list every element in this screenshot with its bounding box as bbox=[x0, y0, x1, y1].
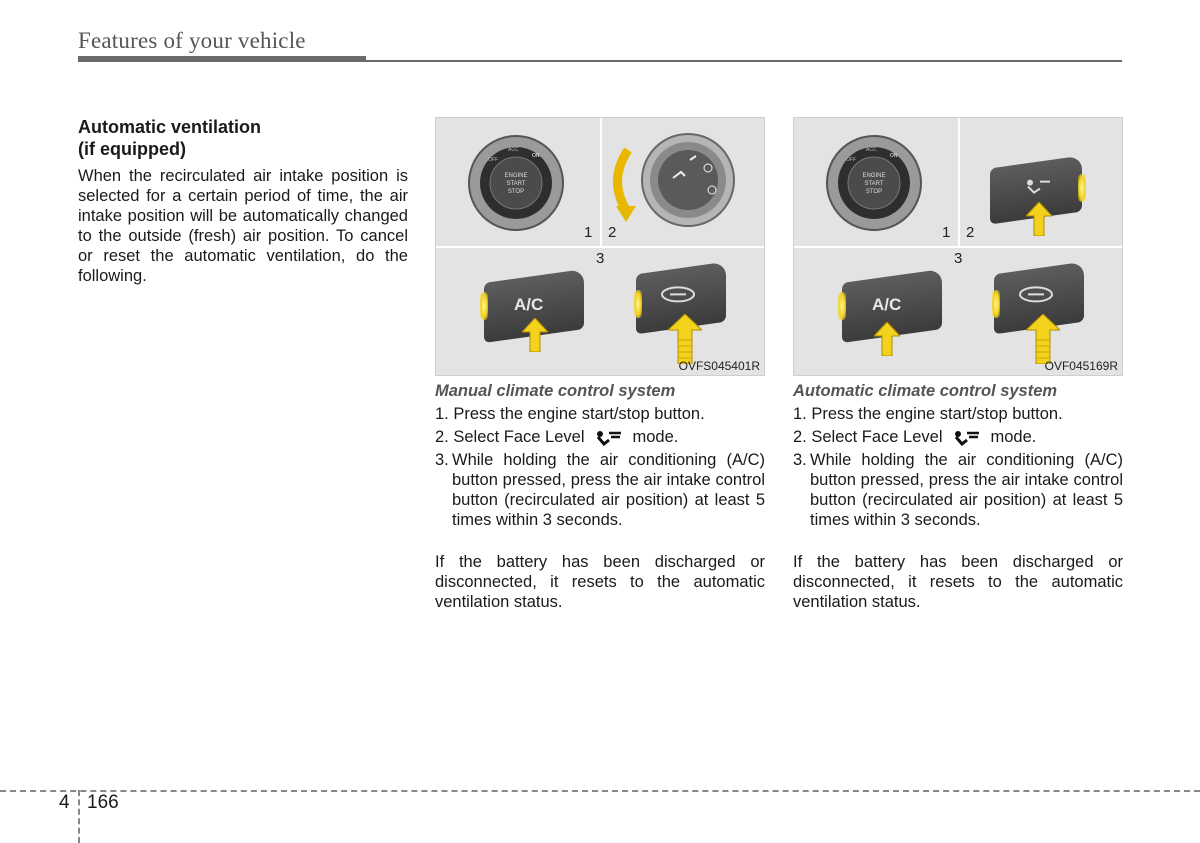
indicator-glow bbox=[1078, 174, 1086, 202]
figure-divider bbox=[794, 246, 1122, 248]
page-header-title: Features of your vehicle bbox=[78, 28, 306, 53]
step-2-suffix: mode. bbox=[632, 428, 679, 446]
indicator-glow bbox=[634, 290, 642, 318]
step-1: 1. Press the engine start/stop button. bbox=[435, 405, 705, 423]
ac-button-label: A/C bbox=[514, 294, 544, 314]
step-label-3: 3 bbox=[954, 250, 963, 267]
ring-label-off: OFF bbox=[846, 157, 856, 163]
press-arrow-icon bbox=[1026, 202, 1052, 236]
step-label-1: 1 bbox=[942, 224, 951, 241]
step-2 bbox=[435, 427, 765, 447]
press-arrow-icon bbox=[874, 322, 900, 356]
automatic-instructions bbox=[793, 381, 1123, 612]
knob-text-3: STOP bbox=[865, 189, 883, 195]
indicator-glow bbox=[838, 292, 846, 320]
figure-divider bbox=[600, 118, 602, 246]
step-3 bbox=[435, 450, 765, 530]
step-2-prefix: 2. Select Face Level bbox=[793, 428, 943, 446]
face-level-icon bbox=[1024, 178, 1054, 198]
section-heading-line2: (if equipped) bbox=[78, 139, 186, 159]
ring-label-off: OFF bbox=[488, 157, 498, 163]
step-2-prefix: 2. Select Face Level bbox=[435, 428, 585, 446]
figure-automatic bbox=[793, 117, 1123, 376]
indicator-glow bbox=[992, 290, 1000, 318]
intro-paragraph: When the recirculated air intake position is selected for a certain period of time, the air intake position will be automatically changed to the outside (fresh) air position. To cancel or reset the automatic ventilation, do the following. bbox=[78, 167, 408, 285]
knob-text-1: ENGINE bbox=[862, 173, 886, 179]
step-label-3: 3 bbox=[596, 250, 605, 267]
step-3-number: 3. bbox=[435, 451, 449, 469]
figure-divider bbox=[958, 118, 960, 246]
ring-label-on: ON bbox=[532, 153, 540, 159]
knob-text-2: START bbox=[506, 181, 526, 187]
press-arrow-icon bbox=[522, 318, 548, 352]
ring-label-acc: ACC bbox=[866, 147, 877, 153]
figure-code: OVFS045401R bbox=[678, 359, 760, 373]
page-number: 166 bbox=[87, 792, 119, 813]
recirculation-icon bbox=[658, 284, 698, 304]
figure-divider bbox=[436, 246, 764, 248]
knob-text-1: ENGINE bbox=[504, 173, 528, 179]
battery-note: If the battery has been discharged or disconnected, it resets to the automatic ventilation status. bbox=[435, 553, 765, 611]
mode-dial-icon bbox=[608, 130, 748, 242]
ac-button-label: A/C bbox=[872, 294, 902, 314]
step-label-2: 2 bbox=[966, 224, 975, 241]
step-3-body: While holding the air conditioning (A/C) button pressed, press the air intake control button (recirculated air position) at least 5 times within 3 seconds. bbox=[452, 451, 765, 529]
step-2 bbox=[793, 427, 1123, 447]
knob-text-3: STOP bbox=[507, 189, 525, 195]
step-label-2: 2 bbox=[608, 224, 617, 241]
intro-column bbox=[78, 116, 408, 286]
figure-caption: Manual climate control system bbox=[435, 382, 676, 400]
figure-manual bbox=[435, 117, 765, 376]
step-3 bbox=[793, 450, 1123, 530]
figure-caption: Automatic climate control system bbox=[793, 382, 1058, 400]
manual-instructions bbox=[435, 381, 765, 612]
footer-divider bbox=[78, 790, 80, 843]
chapter-number: 4 bbox=[59, 792, 70, 813]
ring-label-acc: ACC bbox=[508, 147, 519, 153]
engine-start-button-icon bbox=[824, 133, 924, 233]
figure-code: OVF045169R bbox=[1044, 359, 1118, 373]
section-heading-line1: Automatic ventilation bbox=[78, 117, 262, 137]
step-1: 1. Press the engine start/stop button. bbox=[793, 405, 1063, 423]
indicator-glow bbox=[480, 292, 488, 320]
recirculation-icon bbox=[1016, 284, 1056, 304]
header-rule-thin bbox=[366, 60, 1122, 62]
section-heading bbox=[78, 116, 408, 160]
press-arrow-icon bbox=[1026, 314, 1060, 364]
press-arrow-icon bbox=[668, 314, 702, 364]
knob-text-2: START bbox=[864, 181, 884, 187]
step-3-body: While holding the air conditioning (A/C) button pressed, press the air intake control button (recirculated air position) at least 5 times within 3 seconds. bbox=[810, 451, 1123, 529]
face-level-icon bbox=[595, 430, 623, 446]
face-level-icon bbox=[953, 430, 981, 446]
battery-note: If the battery has been discharged or disconnected, it resets to the automatic ventilation status. bbox=[793, 553, 1123, 611]
footer-rule bbox=[0, 790, 1200, 792]
step-label-1: 1 bbox=[584, 224, 593, 241]
header-rule bbox=[78, 56, 366, 62]
ring-label-on: ON bbox=[890, 153, 898, 159]
step-2-suffix: mode. bbox=[990, 428, 1037, 446]
step-3-number: 3. bbox=[793, 451, 807, 469]
engine-start-button-icon bbox=[466, 133, 566, 233]
